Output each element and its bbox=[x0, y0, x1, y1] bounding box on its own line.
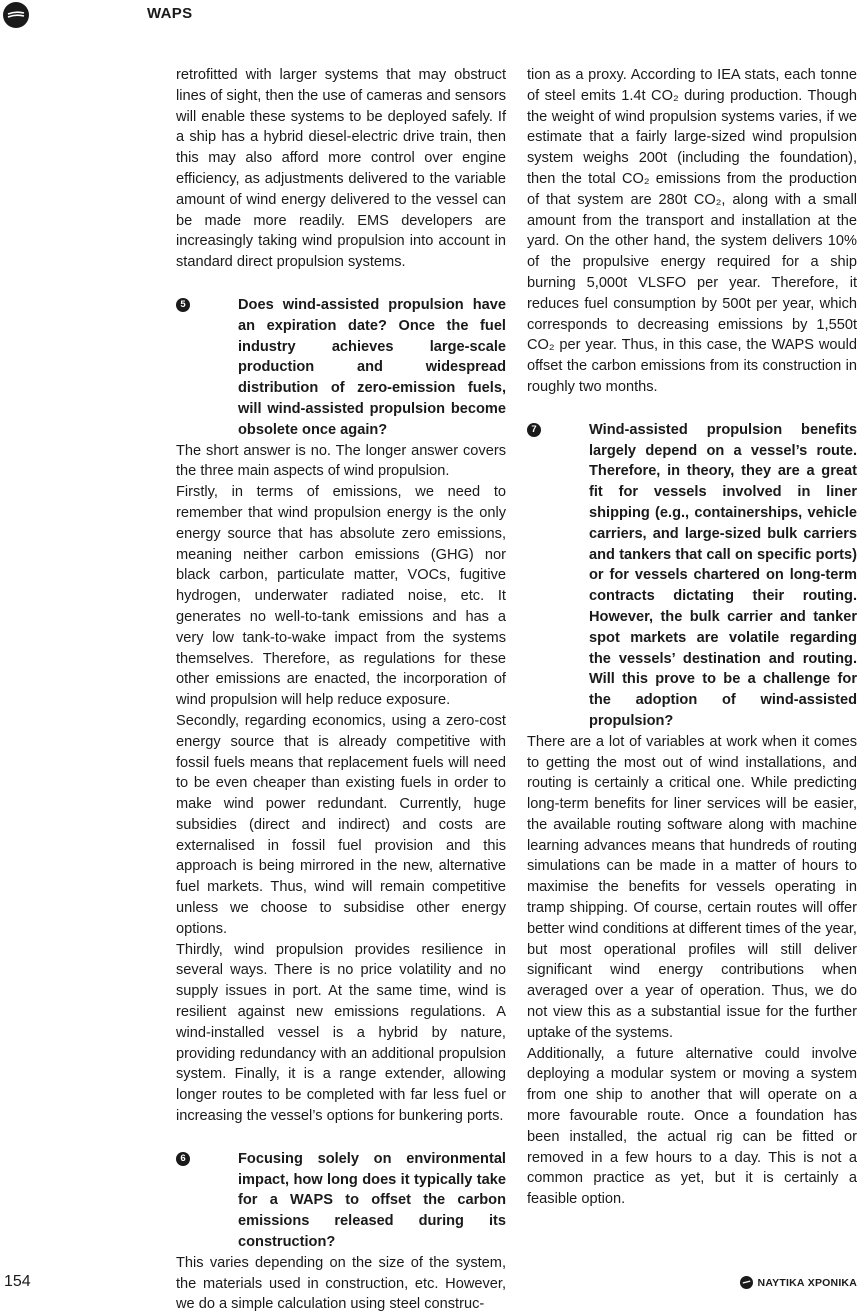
nautika-chronika-logo-icon bbox=[740, 1276, 753, 1289]
question-text: Does wind-assisted propulsion have an expiration date? Once the fuel industry achieves large-scale production and widespread distribution of zero-emission fuels, will wind-assisted propulsion become obsolete once again? bbox=[238, 296, 506, 438]
question-7 bbox=[527, 420, 857, 732]
left-column bbox=[176, 65, 506, 1315]
paragraph: Secondly, regarding economics, using a zero-cost energy source that is already competitive with fossil fuels means that replacement fuels will need to be even cheaper than existing fuels in order to make wind power redundant. Currently, huge subsidies (direct and indirect) and costs are externalised in fossil fuel provision and this approach is being mirrored in the new, alternative fuel markets. Thus, wind will remain competitive unless we choose to subsidise other energy options. bbox=[176, 712, 506, 937]
paragraph: There are a lot of variables at work when it comes to getting the most out of wind installations, and routing is certainly a critical one. While predicting long-term benefits for liner services will be easier, the available routing software along with machine learning advances means that hundreds of routing simulations can be made in a matter of hours to maximise the benefits for vessels operating in tramp shipping. Of course, certain routes will offer better wind conditions at different times of the year, but most operational profiles will still deliver significant wind energy contributions when averaged over a year of operation. Thus, we do not view this as a substantial issue for the further uptake of the systems. bbox=[527, 733, 857, 1041]
question-number-badge: 5 bbox=[176, 298, 190, 312]
question-5 bbox=[176, 295, 506, 441]
question-text: Wind-assisted propulsion benefits largely depend on a vessel’s route. Therefore, in theory, they are a great fit for vessels involved in liner shipping (e.g., containerships, vehicle carriers, and large-sized bulk carriers and tankers that call on specific ports) or for vessels chartered on long-term contracts dictating their routing. However, the bulk carrier and tanker spot markets are volatile regarding the vessels’ destination and routing. Will this prove to be a challenge for the adoption of wind-assisted propulsion? bbox=[589, 421, 857, 729]
paragraph: The short answer is no. The longer answer covers the three main aspects of wind propulsion. bbox=[176, 442, 506, 480]
paragraph: This varies depending on the size of the system, the materials used in construction, etc. However, we do a simple calculation using steel construc- bbox=[176, 1254, 506, 1313]
page-number: 154 bbox=[4, 1273, 31, 1290]
waps-logo-icon bbox=[3, 2, 29, 28]
paragraph: retrofitted with larger systems that may obstruct lines of sight, then the use of cameras and sensors will enable these systems to be deployed safely. If a ship has a hybrid diesel-electric drive train, then this may also afford more control over engine efficiency, as adjustments delivered to the variable amount of wind energy delivered to the vessel can be made more readily. EMS developers are increasingly taking wind propulsion into account in standard direct propulsion systems. bbox=[176, 67, 506, 271]
brand-name: ΝΑΥΤΙΚΑ ΧΡΟΝΙΚΑ bbox=[757, 1276, 857, 1289]
paragraph: tion as a proxy. According to IEA stats, each tonne of steel emits 1.4t CO₂ during production. Though the weight of wind propulsion systems varies, if we estimate that a fairly large-sized wind propulsion system weighs 200t (including the foundation), then the total CO₂ emissions from the production of that system are 280t CO₂, along with a small amount from the transport and installation at the yard. On the other hand, the system delivers 10% of the propulsive energy required for a ship burning 5,000t VLSFO per year. Therefore, it reduces fuel consumption by 500t per year, which corresponds to decreasing emissions by 1,550t CO₂ per year. Thus, in this case, the WAPS would offset the carbon emissions from its construction in roughly two months. bbox=[527, 67, 857, 395]
paragraph: Thirdly, wind propulsion provides resilience in several ways. There is no price volatility and no supply issues in port. At the same time, wind is resilient against new emissions regulations. A wind-installed vessel is a hybrid by nature, providing redundancy with an additional propulsion system. Finally, it is a range extender, allowing longer routes to be completed with far less fuel or increasing the vessel’s options for bunkering ports. bbox=[176, 941, 506, 1125]
paragraph: Additionally, a future alternative could involve deploying a modular system or moving a system from one ship to another that will operate on a more favourable route. Once a foundation has been installed, the actual rig can be fitted or removed in a few hours to a day. This is not a common practice as yet, but it is certainly a feasible option. bbox=[527, 1045, 857, 1208]
question-number-badge: 6 bbox=[176, 1152, 190, 1166]
question-number-badge: 7 bbox=[527, 423, 541, 437]
question-6 bbox=[176, 1149, 506, 1253]
footer-brand bbox=[740, 1276, 857, 1289]
section-title: WAPS bbox=[147, 5, 193, 22]
question-text: Focusing solely on environmental impact, how long does it typically take for a WAPS to offset the carbon emissions released during its construction? bbox=[238, 1150, 506, 1251]
right-column bbox=[527, 65, 857, 1210]
paragraph: Firstly, in terms of emissions, we need to remember that wind propulsion energy is the only energy source that has absolute zero emissions, meaning neither carbon emissions (GHG) nor black carbon, particulate matter, VOCs, fugitive hydrogen, underwater radiated noise, etc. It generates no well-to-tank emissions and has a very low tank-to-wake impact from the systems themselves. Therefore, as regulations for these other emissions are enacted, the incorporation of wind propulsion will help reduce exposure. bbox=[176, 484, 506, 709]
